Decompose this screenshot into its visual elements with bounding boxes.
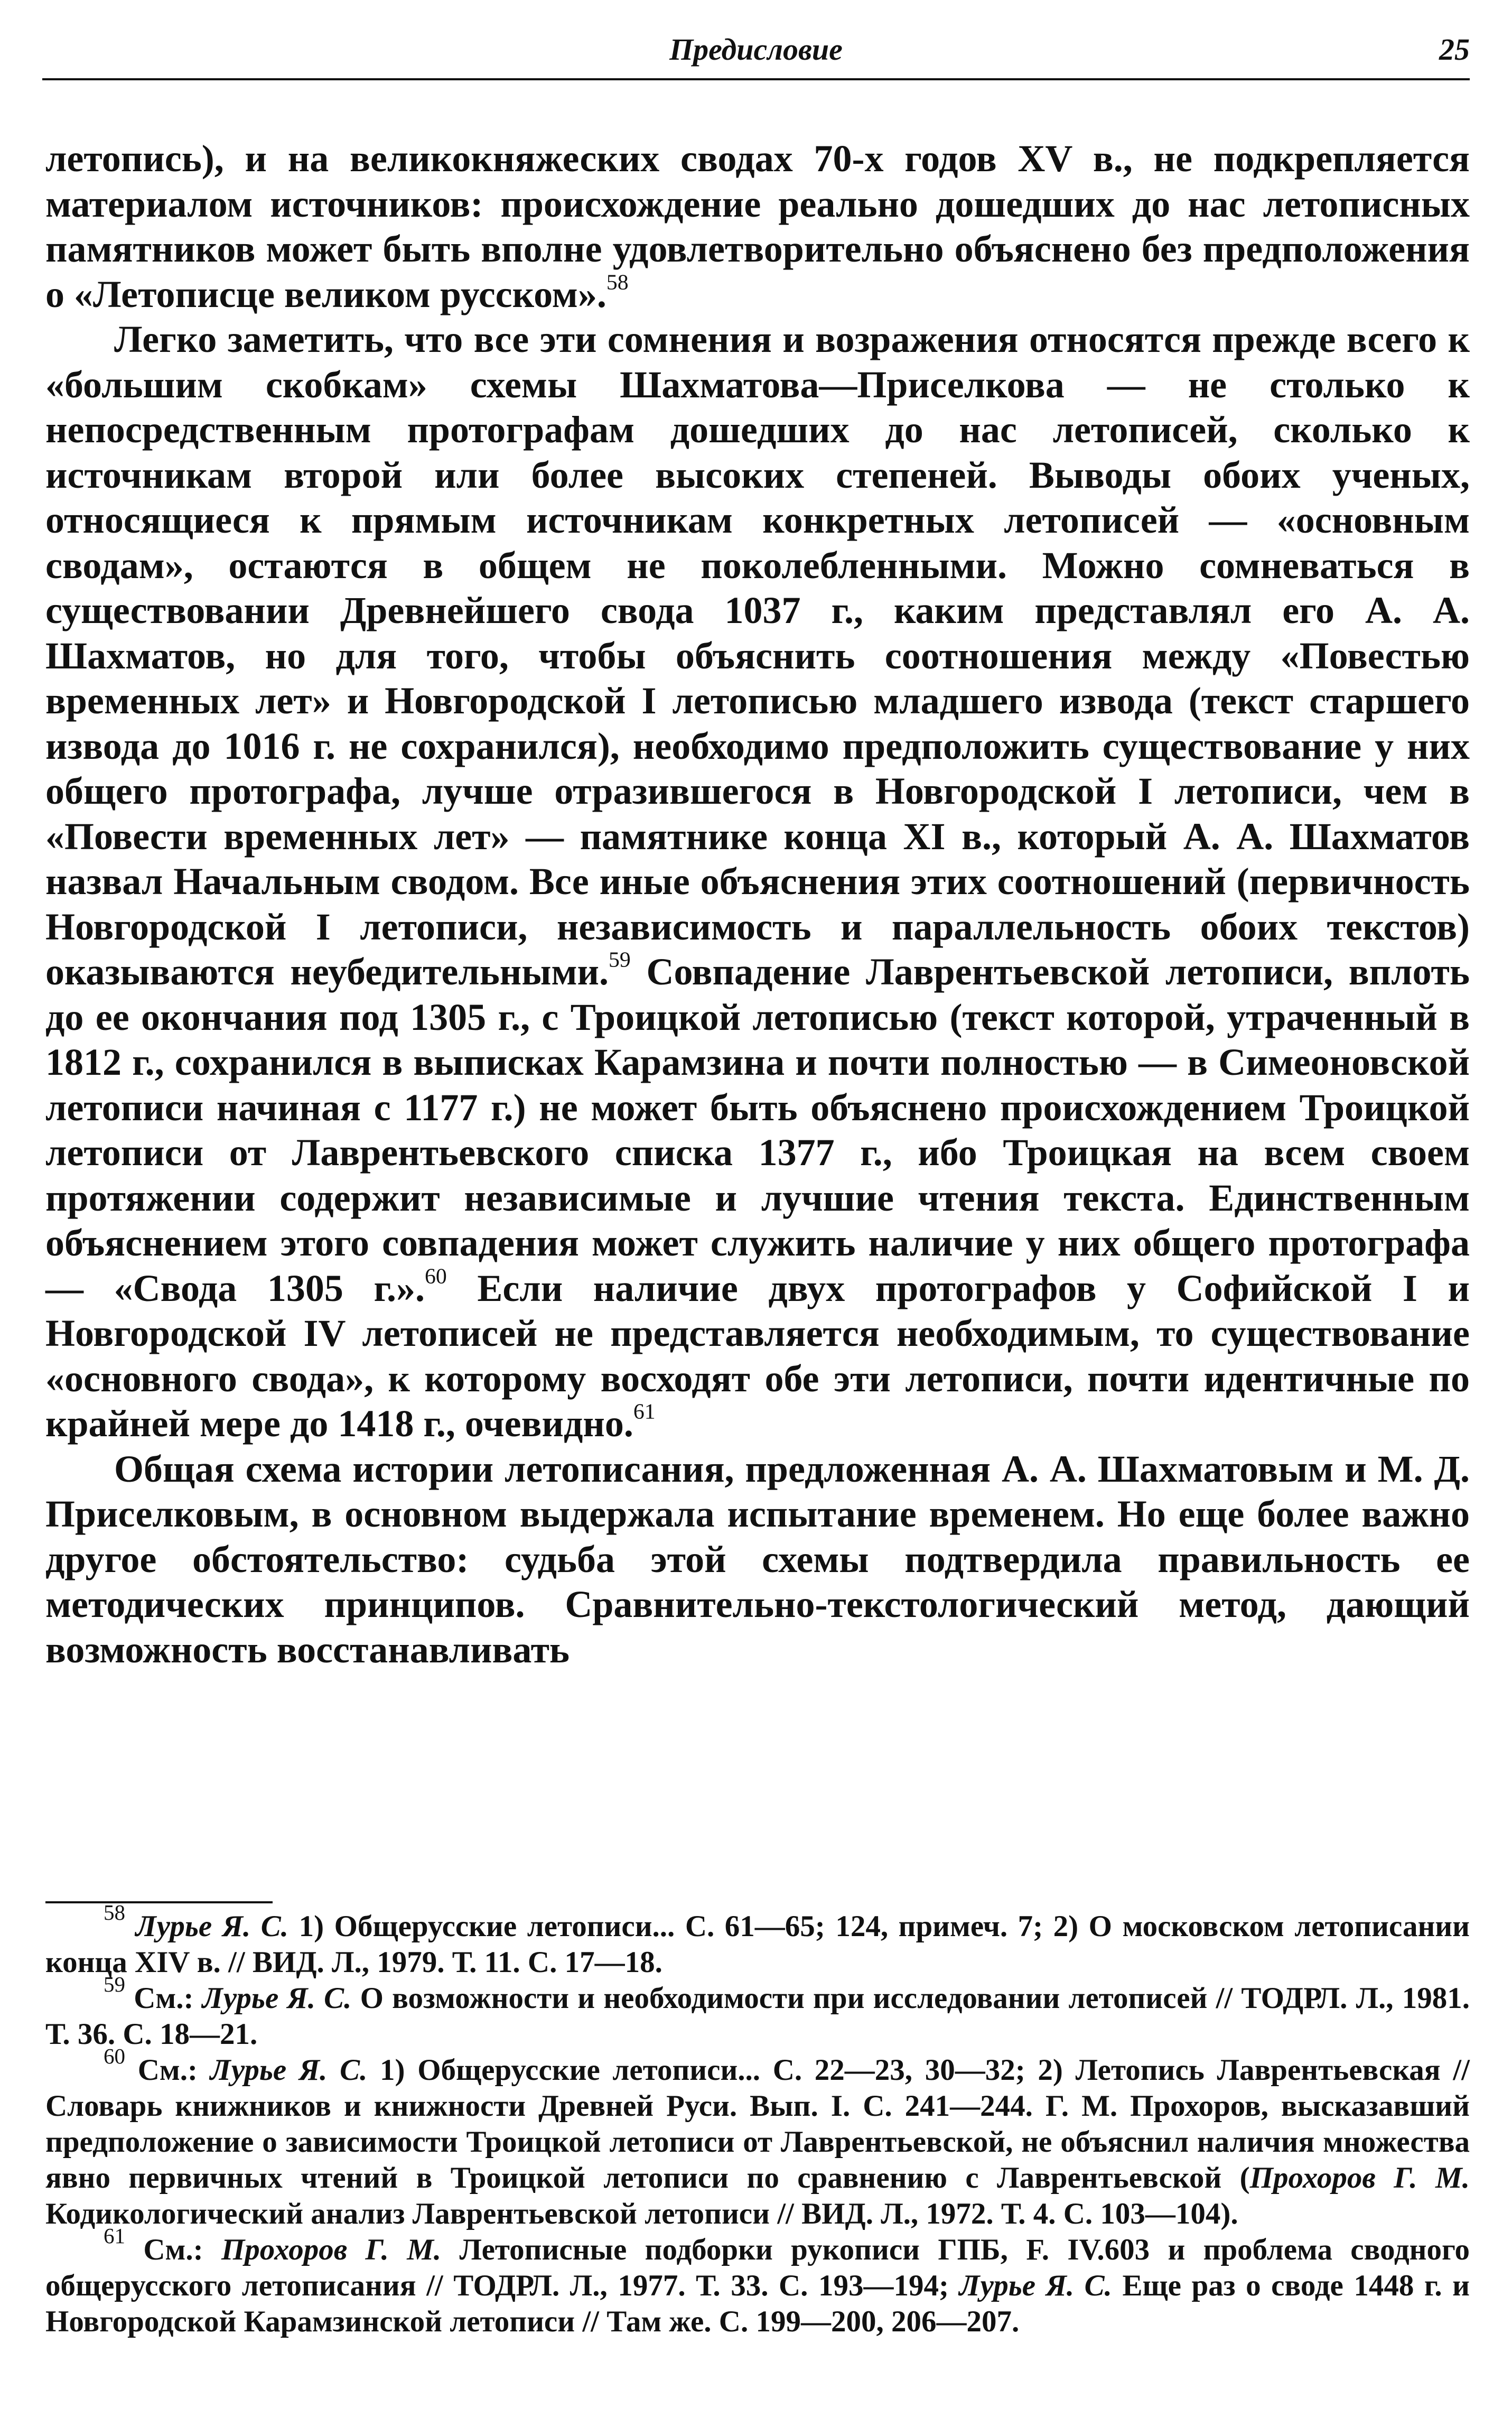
text-run: Совпадение Лаврентьевской летописи, вплоть до ее окончания под 1305 г., с Троицкой летописью (текст которой, утраченный в 1812 г., сохранился в выписках Карамзина и почти полностью — в Симеоновской летописи начиная с 1177 г.) не может быть объяснено происхождением Троицкой летописи от Лаврентьевского списка 1377 г., ибо Троицкая на всем своем протяжении содержит независимые и лучшие чтения текста. Единственным объяснением этого совпадения может служить наличие у них общего протографа — «Свода 1305 г.». xyxy=(45,951,1470,1309)
author-name: Прохоров Г. М. xyxy=(1249,2161,1470,2195)
footnote-reference: 58 xyxy=(606,270,629,295)
footnote xyxy=(45,2044,1470,2232)
footnote-separator xyxy=(45,1901,273,1903)
paragraph xyxy=(45,317,1470,1447)
author-name: Лурье Я. С. xyxy=(959,2269,1112,2302)
footnote-text: 1) Общерусские летописи... С. 22—23, 30—32; 2) Летопись Лаврентьевская // Словарь книжников и книжности Древней Руси. Вып. I. С. 241—244. Г. М. Прохоров, высказавший предположение о зависимости Троицкой летописи от Лаврентьевской, не объяснил наличия множества явно первичных чтений в Троицкой летописи по сравнению с Лаврентьевской ( xyxy=(45,2053,1470,2195)
paragraph xyxy=(45,1447,1470,1673)
footnote-text: Кодикологический анализ Лаврентьевской летописи // ВИД. Л., 1972. Т. 4. С. 103—104). xyxy=(45,2197,1238,2230)
footnote-reference: 59 xyxy=(609,947,631,972)
footnote-text: См.: xyxy=(143,2233,221,2266)
footnote xyxy=(45,1900,1470,1981)
footnote-text: О возможности и необходимости при исследовании летописей // ТОДРЛ. Л., 1981. Т. 36. С. 18—21. xyxy=(45,1982,1470,2051)
main-text xyxy=(45,136,1470,1672)
footnote-reference: 60 xyxy=(425,1264,447,1289)
page-number: 25 xyxy=(1439,32,1470,67)
footnote xyxy=(45,2224,1470,2340)
paragraph xyxy=(45,136,1470,317)
text-run: Общая схема истории летописания, предложенная А. А. Шахматовым и М. Д. Приселковым, в основном выдержала испытание временем. Но еще более важно другое обстоятельство: судьба этой схемы подтвердила правильность ее методических принципов. Сравнительно-текстологический метод, дающий возможность восстанавливать xyxy=(45,1447,1470,1671)
author-name: Прохоров Г. М. xyxy=(221,2233,442,2266)
footnote xyxy=(45,1972,1470,2052)
author-name: Лурье Я. С. xyxy=(210,2053,368,2087)
footnote-number: 58 xyxy=(104,1900,126,1925)
running-header xyxy=(42,31,1470,80)
running-title: Предисловие xyxy=(669,32,843,67)
text-run: летопись), и на великокняжеских сводах 70-х годов XV в., не подкрепляется материалом источников: происхождение реально дошедших до нас летописных памятников может быть вполне удовлетворительно объяснено без предположения о «Летописце великом русском». xyxy=(45,137,1470,315)
footnote-text: Еще раз о своде 1448 г. и Новгородской Карамзинской летописи // Там же. С. 199—200, 206—207. xyxy=(45,2269,1470,2338)
footnote-number: 61 xyxy=(104,2224,126,2248)
text-run: Если наличие двух протографов у Софийской I и Новгородской IV летописей не представляется необходимым, то существование «основного свода», к которому восходят обе эти летописи, почти идентичные по крайней мере до 1418 г., очевидно. xyxy=(45,1267,1470,1445)
footnote-text: 1) Общерусские летописи... С. 61—65; 124, примеч. 7; 2) О московском летописании конца XIV в. // ВИД. Л., 1979. Т. 11. С. 17—18. xyxy=(45,1910,1470,1979)
author-name: Лурье Я. С. xyxy=(202,1982,352,2015)
text-run: Легко заметить, что все эти сомнения и возражения относятся прежде всего к «большим скобкам» схемы Шахматова—Приселкова — не столько к непосредственным протографам дошедших до нас летописей, сколько к источникам второй или более высоких степеней. Выводы обоих ученых, относящиеся к прямым источникам конкретных летописей — «основным сводам», остаются в общем не поколебленными. Можно сомневаться в существовании Древнейшего свода 1037 г., каким представлял его А. А. Шахматов, но для того, чтобы объяснить соотношения между «Повестью временных лет» и Новгородской I летописью младшего извода (текст старшего извода до 1016 г. не сохранился), необходимо предположить существование у них общего протографа, лучше отразившегося в Новгородской I летописи, чем в «Повести временных лет» — памятнике конца XI в., который А. А. Шахматов назвал Начальным сводом. Все иные объяснения этих соотношений (первичность Новгородской I летописи, независимость и параллельность обоих текстов) оказываются неубедительными. xyxy=(45,318,1470,993)
footnote-reference: 61 xyxy=(633,1399,656,1424)
footnotes-section xyxy=(45,1900,1470,2340)
footnote-text: Летописные подборки рукописи ГПБ, F. IV.603 и проблема сводного общерусского летописания // ТОДРЛ. Л., 1977. Т. 33. С. 193—194; xyxy=(45,2233,1470,2302)
author-name: Лурье Я. С. xyxy=(135,1910,289,1943)
footnote-number: 59 xyxy=(104,1972,126,1997)
footnote-text: См.: xyxy=(134,1982,202,2015)
footnote-text: См.: xyxy=(137,2053,210,2087)
footnote-number: 60 xyxy=(104,2044,126,2069)
